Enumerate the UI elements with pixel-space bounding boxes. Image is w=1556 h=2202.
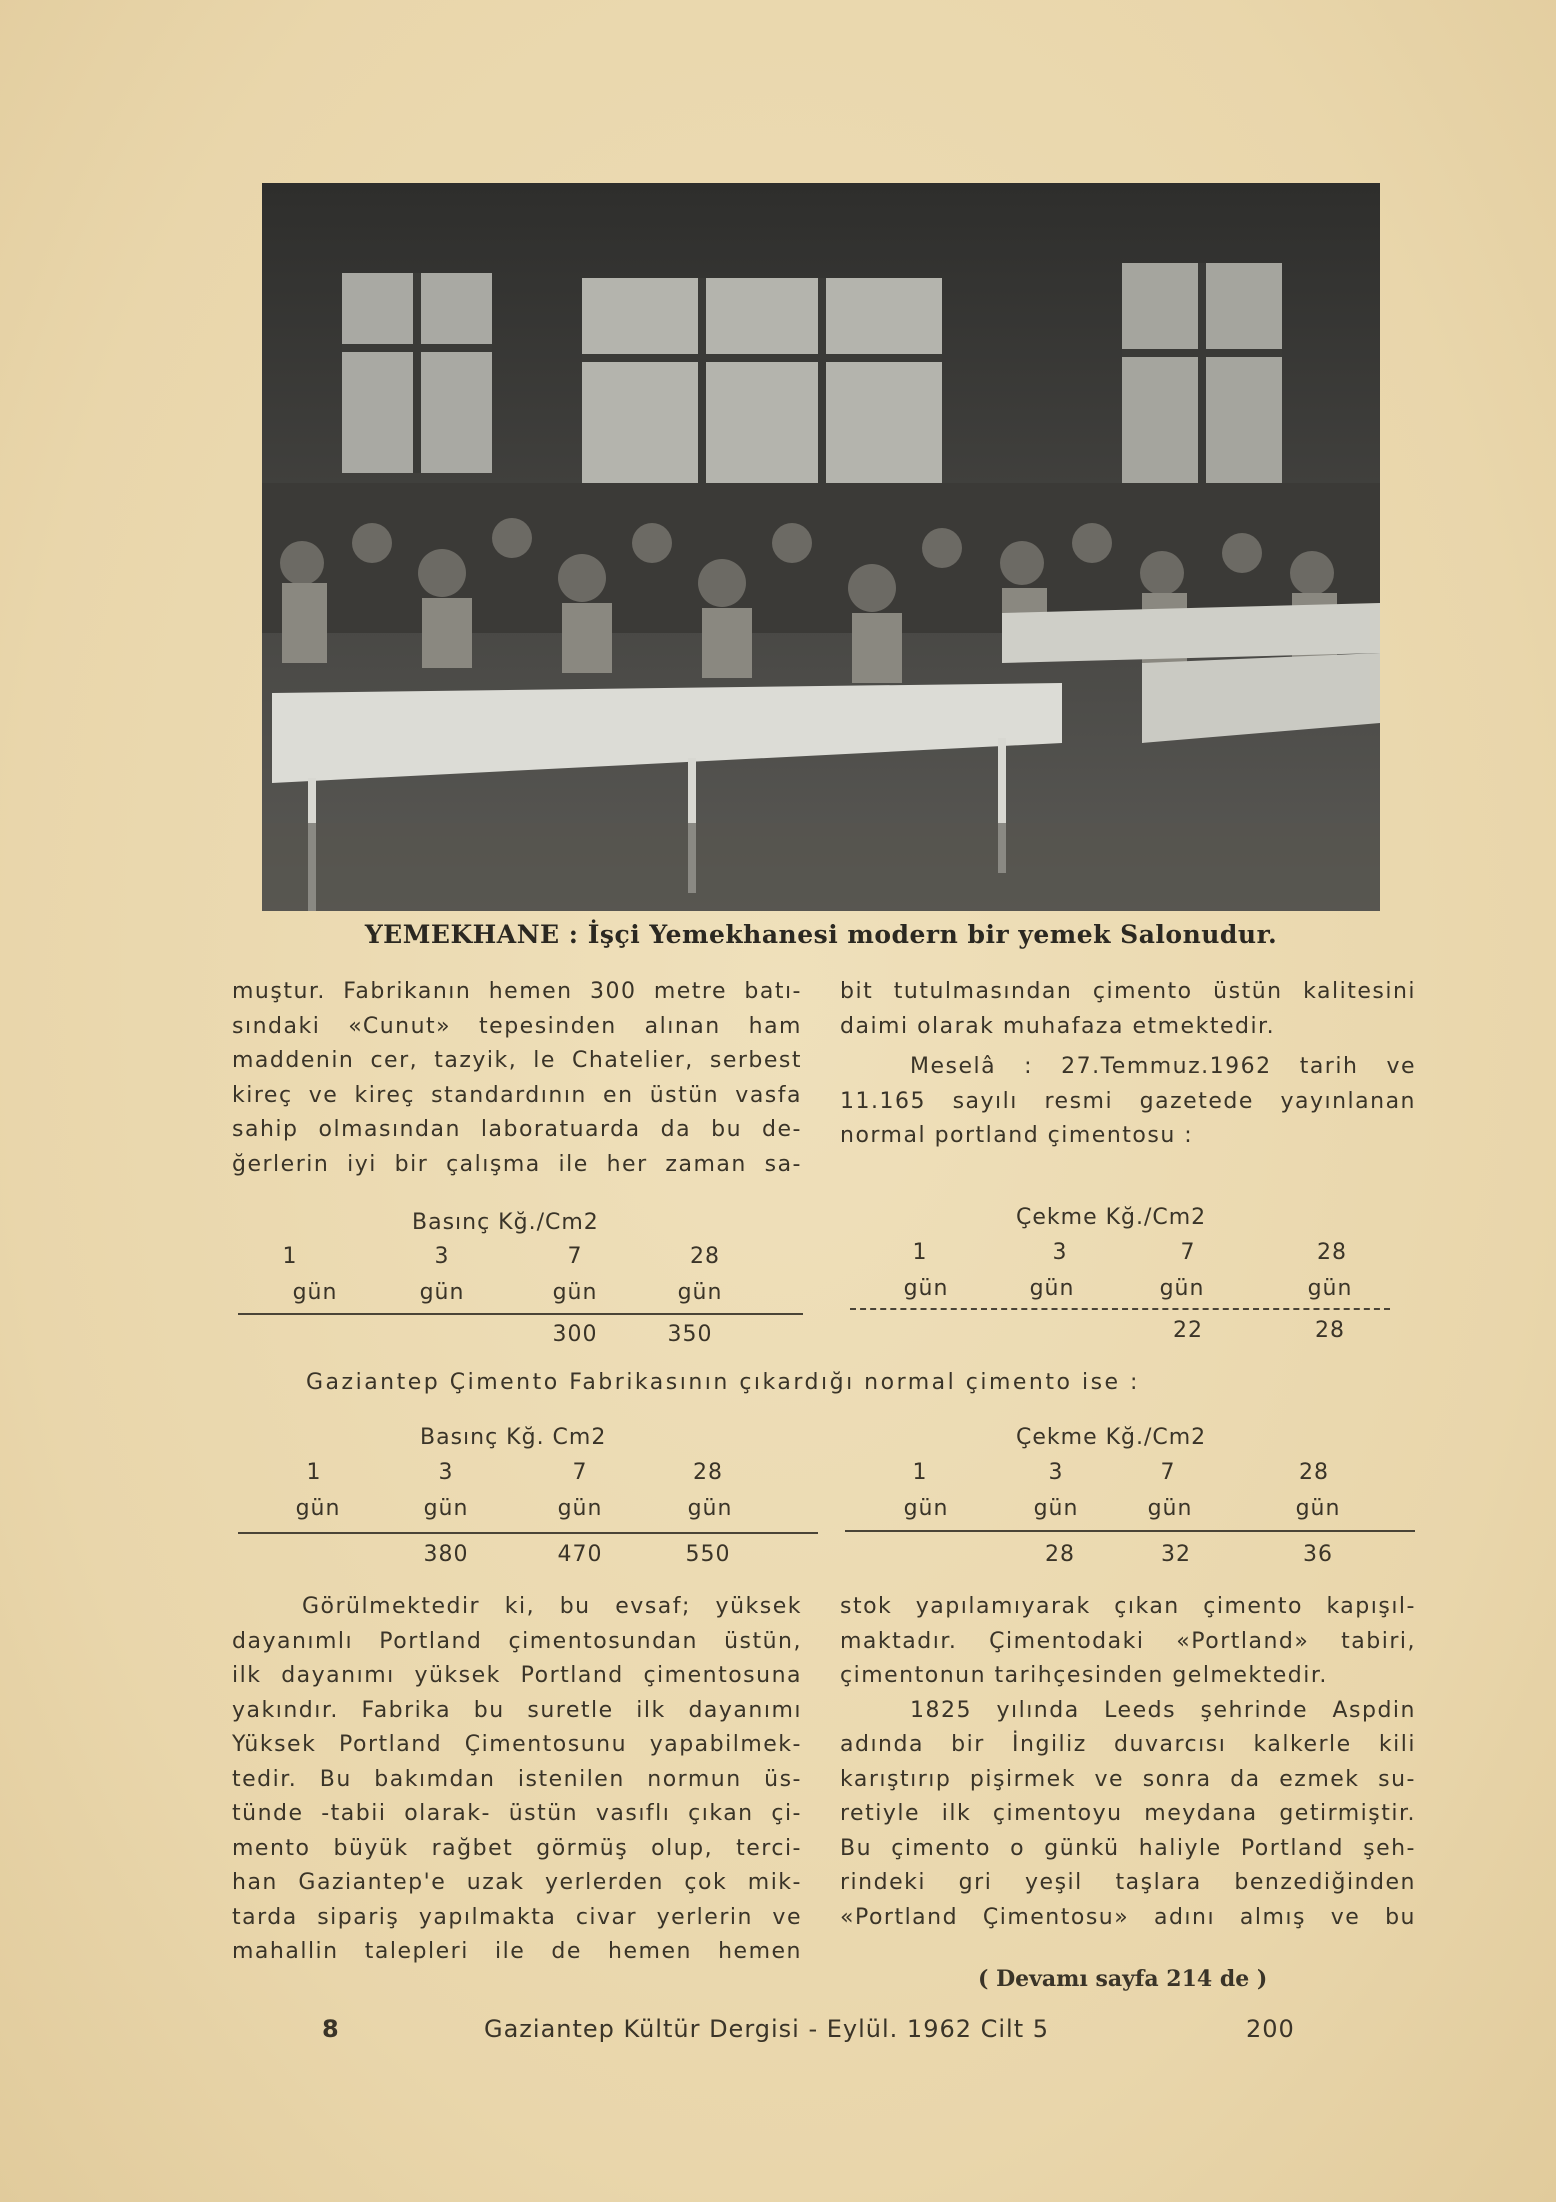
unit-cell: gün	[1147, 1496, 1193, 1521]
value-cell: 300	[552, 1322, 598, 1347]
left-paragraph-1	[232, 975, 802, 1182]
day-cell: 3	[1052, 1240, 1068, 1265]
day-cell: 3	[438, 1460, 454, 1485]
value-cell: 32	[1161, 1542, 1191, 1567]
table1-right-title: Çekme Kğ./Cm2	[1016, 1205, 1207, 1230]
unit-cell: gün	[557, 1496, 603, 1521]
text-line: maddenin cer, tazyik, le Chatelier, serbest	[232, 1048, 802, 1073]
text-line: rindeki gri yeşil taşlara benzediğinden	[840, 1870, 1416, 1895]
table-rule	[238, 1532, 818, 1534]
text-line: bit tutulmasından çimento üstün kalitesini	[840, 979, 1416, 1004]
text-line: ilk dayanımı yüksek Portland çimentosuna	[232, 1663, 802, 1688]
text-line: muştur. Fabrikanın hemen 300 metre batı-	[232, 979, 802, 1004]
text-line: 11.165 sayılı resmi gazetede yayınlanan	[840, 1088, 1416, 1114]
value-cell: 380	[423, 1542, 469, 1567]
text-line: tarda sipariş yapılmakta civar yerlerin ve	[232, 1904, 802, 1930]
text-line: ğerlerin iyi bir çalışma ile her zaman sa-	[232, 1151, 802, 1177]
text-line: mento büyük rağbet görmüş olup, terci-	[232, 1835, 802, 1861]
table2-left-title: Basınç Kğ. Cm2	[420, 1425, 607, 1450]
text-line: tedir. Bu bakımdan istenilen normun üs-	[232, 1766, 802, 1792]
continued-note: ( Devamı sayfa 214 de )	[978, 1966, 1268, 1992]
value-cell: 22	[1173, 1318, 1203, 1343]
day-cell: 28	[693, 1460, 723, 1485]
day-cell: 7	[572, 1460, 588, 1485]
journal-title: Gaziantep Kültür Dergisi - Eylül. 1962 Cilt 5	[484, 2015, 1050, 2043]
text-line: Bu çimento o günkü haliyle Portland şeh-	[840, 1835, 1416, 1861]
unit-cell: gün	[292, 1280, 338, 1305]
text-line: karıştırıp pişirmek ve sonra da ezmek su-	[840, 1766, 1416, 1792]
unit-cell: gün	[687, 1496, 733, 1521]
mid-sentence: Gaziantep Çimento Fabrikasının çıkardığı normal çimento ise :	[306, 1370, 1140, 1395]
text-line: Görülmektedir ki, bu evsaf; yüksek	[302, 1594, 802, 1619]
unit-cell: gün	[1033, 1496, 1079, 1521]
table2-right-title: Çekme Kğ./Cm2	[1016, 1425, 1207, 1450]
unit-cell: gün	[1029, 1276, 1075, 1301]
day-cell: 28	[1317, 1240, 1347, 1265]
dining-hall-photo	[262, 183, 1380, 911]
value-cell: 36	[1303, 1542, 1333, 1567]
unit-cell: gün	[677, 1280, 723, 1305]
day-cell: 7	[1180, 1240, 1196, 1265]
day-cell: 3	[1048, 1460, 1064, 1485]
table-rule	[850, 1308, 1390, 1310]
text-line: kireç ve kireç standardının en üstün vasfa	[232, 1082, 802, 1108]
photo-caption: YEMEKHANE : İşçi Yemekhanesi modern bir yemek Salonudur.	[364, 920, 1278, 949]
value-cell: 350	[667, 1322, 713, 1347]
unit-cell: gün	[295, 1496, 341, 1521]
unit-cell: gün	[1159, 1276, 1205, 1301]
value-cell: 470	[557, 1542, 603, 1567]
unit-cell: gün	[1295, 1496, 1341, 1521]
text-line: daimi olarak muhafaza etmektedir.	[840, 1013, 1276, 1039]
text-line: 1825 yılında Leeds şehrinde Aspdin	[910, 1697, 1416, 1723]
day-cell: 28	[1299, 1460, 1329, 1485]
day-cell: 1	[306, 1460, 322, 1485]
text-line: adında bir İngiliz duvarcısı kalkerle kili	[840, 1732, 1416, 1757]
value-cell: 550	[685, 1542, 731, 1567]
text-line: yakındır. Fabrika bu suretle ilk dayanımı	[232, 1697, 802, 1723]
text-line: sındaki «Cunut» tepesinden alınan ham	[232, 1013, 802, 1039]
text-line: tünde -tabii olarak- üstün vasıflı çıkan çi-	[232, 1801, 802, 1826]
unit-cell: gün	[903, 1496, 949, 1521]
table1-left-title: Basınç Kğ./Cm2	[412, 1210, 599, 1235]
text-line: retiyle ilk çimentoyu meydana getirmiştir.	[840, 1801, 1416, 1826]
text-line: «Portland Çimentosu» adını almış ve bu	[840, 1904, 1416, 1930]
unit-cell: gün	[419, 1280, 465, 1305]
right-paragraph-2	[840, 1590, 1416, 1935]
text-line: çimentonun tarihçesinden gelmektedir.	[840, 1663, 1328, 1688]
page-number-left: 8	[322, 2015, 340, 2043]
text-line: dayanımlı Portland çimentosundan üstün,	[232, 1628, 802, 1654]
text-line: Yüksek Portland Çimentosunu yapabilmek-	[232, 1732, 802, 1757]
value-cell: 28	[1315, 1318, 1345, 1343]
unit-cell: gün	[1307, 1276, 1353, 1301]
day-cell: 3	[434, 1244, 450, 1269]
day-cell: 1	[912, 1460, 928, 1485]
day-cell: 1	[282, 1244, 298, 1269]
left-paragraph-2	[232, 1590, 802, 1970]
table-rule	[845, 1530, 1415, 1532]
text-line: Meselâ : 27.Temmuz.1962 tarih ve	[910, 1054, 1416, 1079]
day-cell: 7	[1160, 1460, 1176, 1485]
text-line: normal portland çimentosu :	[840, 1123, 1194, 1148]
unit-cell: gün	[903, 1276, 949, 1301]
text-line: mahallin talepleri ile de hemen hemen	[232, 1939, 802, 1964]
unit-cell: gün	[423, 1496, 469, 1521]
table-rule	[238, 1313, 803, 1315]
value-cell: 28	[1045, 1542, 1075, 1567]
text-line: maktadır. Çimentodaki «Portland» tabiri,	[840, 1628, 1416, 1654]
text-line: han Gaziantep'e uzak yerlerden çok mik-	[232, 1870, 802, 1895]
text-line: stok yapılamıyarak çıkan çimento kapışıl-	[840, 1594, 1416, 1619]
right-paragraph-1	[840, 975, 1416, 1154]
page-number-right: 200	[1246, 2015, 1295, 2043]
day-cell: 7	[567, 1244, 583, 1269]
text-line: sahip olmasından laboratuarda da bu de-	[232, 1117, 802, 1142]
unit-cell: gün	[552, 1280, 598, 1305]
day-cell: 28	[690, 1244, 720, 1269]
photo-dining-hall-image	[262, 183, 1380, 911]
day-cell: 1	[912, 1240, 928, 1265]
